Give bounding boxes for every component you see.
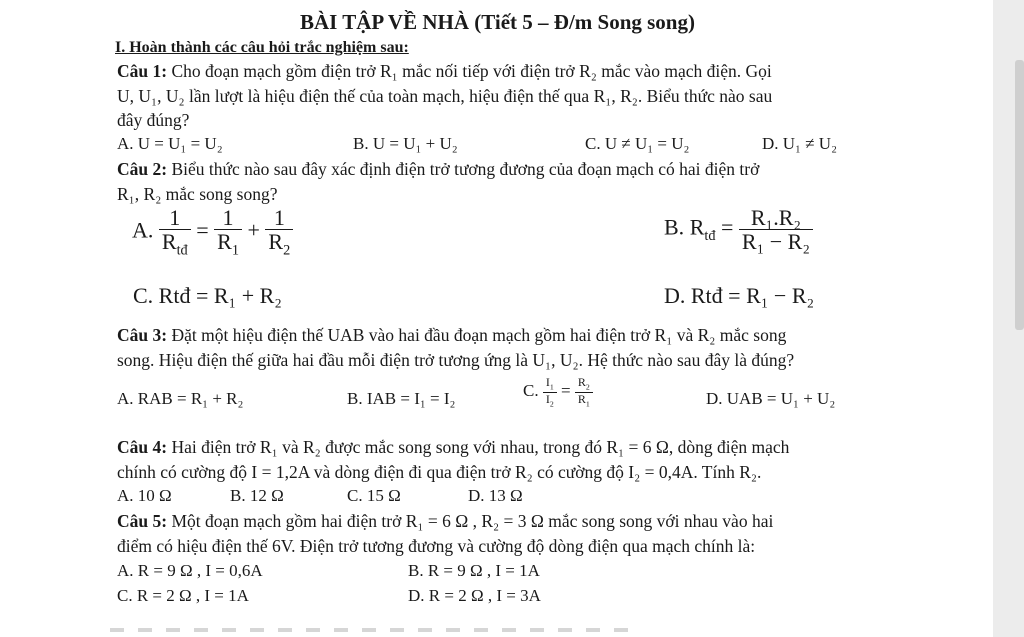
question-2-label: Câu 2:	[117, 159, 168, 179]
fraction-r2-over-r1: $\frac{R_2}{R_1}$	[575, 376, 593, 408]
question-5-text: Một đoạn mạch gồm hai điện trở R₁ = 6 Ω , R₂ = 3 Ω mắc song song với nhau vào hai	[167, 511, 774, 531]
question-1-line-2: U, U₁, U₂ lần lượt là hiệu điện thế của toàn mạch, hiệu điện thế qua R₁, R₂. Biểu thức nào sau	[117, 86, 773, 106]
question-4-option-a: A. 10 Ω	[117, 486, 172, 505]
question-2-option-c: C. Rtđ = R₁ + R₂	[133, 283, 282, 308]
question-3-line-1	[117, 325, 786, 346]
fraction-i1-over-i2: $\frac{I_1}{I_2}$	[543, 376, 557, 408]
page-title: BÀI TẬP VỀ NHÀ (Tiết 5 – Đ/m Song song)	[300, 10, 695, 34]
question-1-option-b: B. U = U₁ + U₂	[353, 134, 458, 153]
question-5-option-d: D. R = 2 Ω , I = 3A	[408, 586, 541, 605]
question-4-line-2: chính có cường độ I = 1,2A và dòng điện đi qua điện trở R₂ có cường độ I₂ = 0,4A. Tính R₂.	[117, 462, 762, 482]
question-3-option-c: C. $\frac{I_1}{I_2}$ = $\frac{R_2}{R_1}$	[523, 376, 593, 408]
question-4-option-b: B. 12 Ω	[230, 486, 284, 505]
question-5-line-1	[117, 511, 773, 532]
question-1-label: Câu 1:	[117, 61, 168, 81]
question-2-option-d: D. Rtđ = R₁ − R₂	[664, 283, 815, 308]
question-1-option-c: C. U ≠ U₁ = U₂	[585, 134, 690, 153]
question-3-option-d: D. UAB = U₁ + U₂	[706, 389, 836, 408]
question-2-line-1	[117, 159, 759, 180]
question-5-line-2: điểm có hiệu điện thế 6V. Điện trở tương đương và cường độ dòng điện qua mạch chính là:	[117, 536, 756, 556]
question-3-text: Đặt một hiệu điện thế UAB vào hai đầu đoạn mạch gồm hai điện trở R₁ và R₂ mắc song	[167, 325, 787, 345]
question-4-label: Câu 4:	[117, 437, 168, 457]
question-4-option-d: D. 13 Ω	[468, 486, 523, 505]
cut-off-next-line	[110, 628, 630, 632]
option-b-prefix: B.	[664, 214, 685, 240]
question-4-option-c: C. 15 Ω	[347, 486, 401, 505]
section-heading: I. Hoàn thành các câu hỏi trắc nghiệm sau:	[115, 39, 409, 56]
question-3-option-b: B. IAB = I₁ = I₂	[347, 389, 456, 408]
question-2-option-a: A. $\frac{1}{R_{tđ}}$ = $\frac{1}{R_1}$ + $\frac{1}{R_2}$	[132, 206, 293, 258]
question-5-label: Câu 5:	[117, 511, 168, 531]
question-1-option-d: D. U₁ ≠ U₂	[762, 134, 838, 153]
question-1-option-a: A. U = U₁ = U₂	[117, 134, 223, 153]
question-3-label: Câu 3:	[117, 325, 168, 345]
option-a-prefix: A.	[132, 217, 154, 243]
question-5-option-a: A. R = 9 Ω , I = 0,6A	[117, 561, 263, 580]
fraction-1-over-r2: $\frac{1}{R_2}$	[265, 206, 293, 258]
question-2-option-b: B. $R_{tđ}$ = $\frac{\text{R₁.R₂}}{\text{R₁ − R₂}}$	[664, 206, 813, 253]
question-4-text: Hai điện trở R₁ và R₂ được mắc song song với nhau, trong đó R₁ = 6 Ω, dòng điện mạch	[167, 437, 790, 457]
question-4-line-1	[117, 437, 789, 458]
option-c-prefix: C.	[523, 380, 539, 400]
question-1-line-1	[117, 61, 772, 82]
question-3-line-2: song. Hiệu điện thế giữa hai đầu mỗi điện trở tương ứng là U₁, U₂. Hệ thức nào sau đây là đúng?	[117, 350, 795, 370]
fraction-1-over-r1: $\frac{1}{R_1}$	[214, 206, 242, 258]
vertical-scrollbar[interactable]	[1015, 60, 1024, 330]
question-2-line-2: R₁, R₂ mắc song song?	[117, 184, 278, 204]
question-1-text: Cho đoạn mạch gồm điện trở R₁ mắc nối tiếp với điện trở R₂ mắc vào mạch điện. Gọi	[167, 61, 772, 81]
fraction-1-over-rtd: $\frac{1}{R_{tđ}}$	[159, 206, 191, 258]
question-2-text: Biểu thức nào sau đây xác định điện trở tương đương của đoạn mạch có hai điện trở	[167, 159, 760, 179]
question-1-line-3: đây đúng?	[117, 110, 190, 130]
question-5-option-c: C. R = 2 Ω , I = 1A	[117, 586, 249, 605]
question-3-option-a: A. RAB = R₁ + R₂	[117, 389, 244, 408]
fraction-product-over-difference: $\frac{\text{R₁.R₂}}{\text{R₁ − R₂}}$	[739, 206, 813, 253]
question-5-option-b: B. R = 9 Ω , I = 1A	[408, 561, 540, 580]
